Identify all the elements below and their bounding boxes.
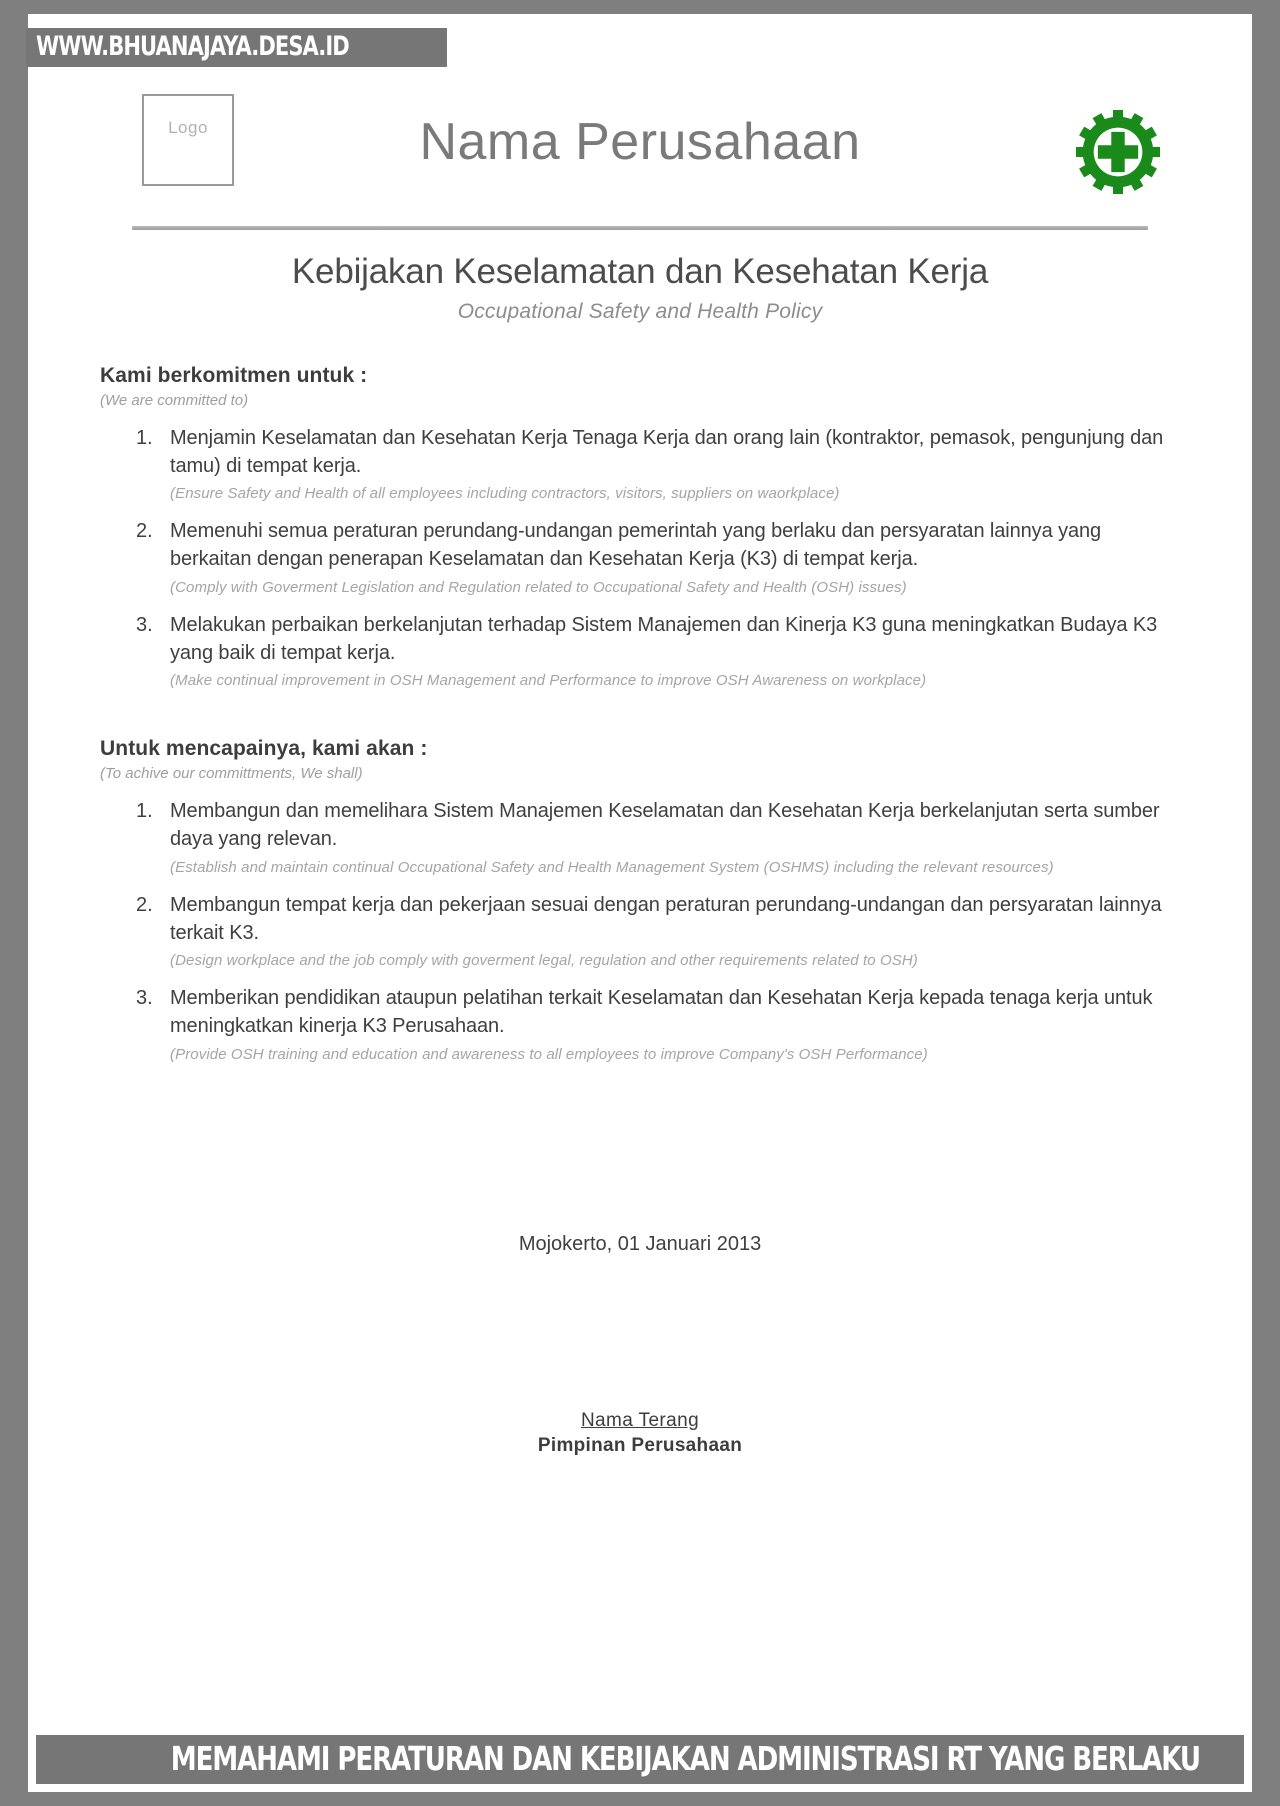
site-watermark-label: WWW.BHUANAJAYA.DESA.ID [36,31,349,62]
list-item-text-id: Membangun dan memelihara Sistem Manajemen Keselamatan dan Kesehatan Kerja berkelanjutan serta sumber daya yang relevan. [170,800,1160,851]
document-title: Kebijakan Keselamatan dan Kesehatan Kerja [291,252,989,291]
list-item-number: 2. [136,520,153,543]
list-item-number: 2. [136,893,153,916]
document-page [28,14,1252,1792]
list-item [136,612,1180,691]
list-item [136,798,1180,877]
list-item [136,985,1180,1064]
actions-list [100,798,1180,1064]
list-item-text-en: (Establish and maintain continual Occupational Safety and Health Management System (OSHMS) including the relevant resources) [170,858,1054,876]
commitments-list [100,425,1180,691]
list-item [136,892,1180,971]
document-header [100,94,1180,212]
list-item-number: 1. [136,800,153,823]
header-divider [132,226,1148,230]
k3-gear-cross-icon [1076,110,1160,194]
list-item-text-en: (Ensure Safety and Health of all employees including contractors, visitors, suppliers on waorkplace) [170,485,840,503]
place-and-date: Mojokerto, 01 Januari 2013 [518,1232,762,1255]
policy-document [28,14,1252,1704]
section-heading: Untuk mencapainya, kami akan : [100,737,428,761]
list-item-text-id: Melakukan perbaikan berkelanjutan terhadap Sistem Manajemen dan Kinerja K3 guna meningkatkan Budaya K3 yang baik di tempat kerja. [170,613,1158,664]
company-logo-placeholder [142,94,234,186]
section-subheading: (To achive our committments, We shall) [100,765,363,783]
signer-name: Nama Terang [580,1409,700,1431]
section-actions [100,737,1180,1064]
document-subtitle: Occupational Safety and Health Policy [457,300,823,323]
site-watermark [26,28,447,67]
bottom-caption-banner [36,1735,1244,1784]
list-item [136,425,1180,504]
list-item-number: 3. [136,613,153,636]
section-heading: Kami berkomitmen untuk : [100,364,368,387]
list-item-text-id: Memberikan pendidikan ataupun pelatihan terkait Keselamatan dan Kesehatan Kerja kepada tenaga kerja untuk meningkatkan kinerja K3 Perusahaan. [170,987,1153,1038]
signature-block [100,1410,1180,1457]
section-subheading: (We are committed to) [100,392,249,409]
list-item-text-en: (Comply with Goverment Legislation and Regulation related to Occupational Safety and Health (OSH) issues) [170,578,907,596]
list-item-number: 1. [136,427,153,449]
logo-placeholder-label: Logo [168,118,208,137]
list-item-number: 3. [136,987,153,1010]
company-name: Nama Perusahaan [419,113,861,171]
list-item-text-id: Memenuhi semua peraturan perundang-undangan pemerintah yang berlaku dan persyaratan lainnya yang berkaitan dengan penerapan Keselamatan dan Kesehatan Kerja (K3) di tempat kerja. [170,520,1102,571]
list-item-text-id: Menjamin Keselamatan dan Kesehatan Kerja Tenaga Kerja dan orang lain (kontraktor, pemasok, pengunjung dan tamu) di tempat kerja. [170,427,1164,477]
signer-title: Pimpinan Perusahaan [537,1434,743,1456]
list-item-text-en: (Provide OSH training and education and awareness to all employees to improve Company's OSH Performance) [170,1045,928,1063]
bottom-caption-label: MEMAHAMI PERATURAN DAN KEBIJAKAN ADMINISTRASI RT YANG BERLAKU [170,1739,1200,1778]
list-item-text-id: Membangun tempat kerja dan pekerjaan sesuai dengan peraturan perundang-undangan dan persyaratan lainnya terkait K3. [170,893,1162,944]
list-item-text-en: (Make continual improvement in OSH Management and Performance to improve OSH Awareness on workplace) [170,672,927,690]
list-item-text-en: (Design workplace and the job comply with goverment legal, regulation and other requirements related to OSH) [170,952,918,970]
list-item [136,518,1180,597]
section-commitments [100,364,1180,691]
